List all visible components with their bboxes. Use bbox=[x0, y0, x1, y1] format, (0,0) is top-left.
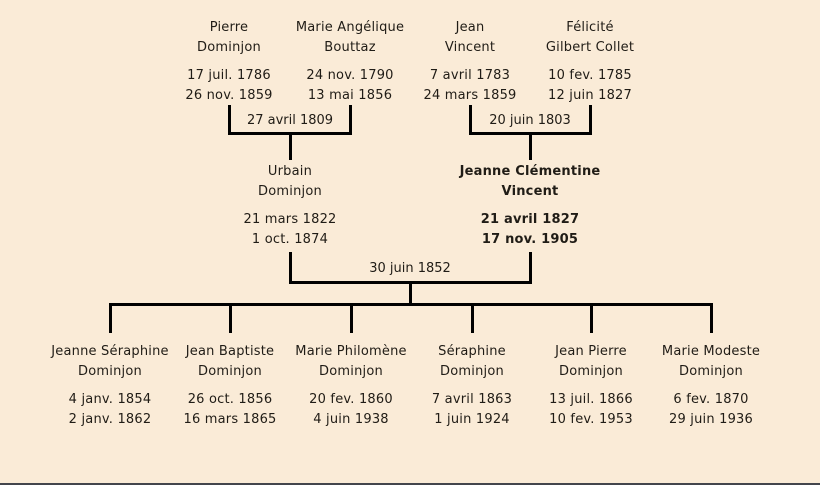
person-given-name: Jean Baptiste bbox=[185, 344, 275, 359]
person-death-date: 17 nov. 1905 bbox=[481, 232, 579, 247]
connector-child-drop-4 bbox=[471, 303, 474, 333]
person-given-name: Jean Pierre bbox=[555, 344, 627, 359]
person-jeanne-clementine-vincent[interactable] bbox=[450, 162, 610, 250]
connector-gen2-descent-line bbox=[409, 284, 412, 305]
connector-gen2-bracket-vertical-husband bbox=[289, 252, 292, 284]
person-surname: Dominjon bbox=[198, 364, 262, 379]
marriage-date-label-gen2: 30 juin 1852 bbox=[369, 261, 451, 276]
person-death-date: 1 oct. 1874 bbox=[251, 232, 329, 247]
person-given-name: Jeanne Séraphine bbox=[51, 344, 169, 359]
person-surname: Dominjon bbox=[319, 364, 383, 379]
person-felicite-gilbert-collet[interactable] bbox=[510, 18, 670, 106]
marriage-date-label-right: 20 juin 1803 bbox=[489, 113, 571, 128]
person-surname: Dominjon bbox=[440, 364, 504, 379]
person-given-name: Jeanne Clémentine bbox=[459, 164, 601, 179]
person-given-name: Jean bbox=[455, 20, 485, 35]
person-death-date: 16 mars 1865 bbox=[183, 412, 277, 427]
person-surname: Dominjon bbox=[258, 184, 322, 199]
connector-child-drop-5 bbox=[590, 303, 593, 333]
person-death-date: 10 fev. 1953 bbox=[549, 412, 633, 427]
person-birth-date: 24 nov. 1790 bbox=[306, 68, 394, 83]
person-surname: Gilbert Collet bbox=[545, 40, 635, 55]
person-given-name: Marie Angélique bbox=[295, 20, 405, 35]
person-death-date: 12 juin 1827 bbox=[548, 88, 632, 103]
person-death-date: 2 janv. 1862 bbox=[68, 412, 152, 427]
person-birth-date: 20 fev. 1860 bbox=[309, 392, 393, 407]
person-given-name: Marie Philomène bbox=[295, 344, 407, 359]
person-death-date: 24 mars 1859 bbox=[423, 88, 517, 103]
person-death-date: 1 juin 1924 bbox=[434, 412, 510, 427]
person-surname: Dominjon bbox=[197, 40, 261, 55]
person-death-date: 4 juin 1938 bbox=[313, 412, 389, 427]
connector-child-drop-1 bbox=[109, 303, 112, 333]
person-birth-date: 17 juil. 1786 bbox=[187, 68, 271, 83]
person-birth-date: 4 janv. 1854 bbox=[68, 392, 152, 407]
connector-child-drop-3 bbox=[350, 303, 353, 333]
person-birth-date: 13 juil. 1866 bbox=[549, 392, 633, 407]
person-given-name: Pierre bbox=[209, 20, 249, 35]
person-marie-modeste-dominjon[interactable] bbox=[631, 342, 791, 430]
connector-right-descent-line bbox=[529, 135, 532, 160]
person-birth-date: 6 fev. 1870 bbox=[673, 392, 749, 407]
person-birth-date: 7 avril 1863 bbox=[431, 392, 513, 407]
person-given-name: Marie Modeste bbox=[661, 344, 761, 359]
person-death-date: 29 juin 1936 bbox=[669, 412, 753, 427]
person-birth-date: 7 avril 1783 bbox=[429, 68, 511, 83]
person-surname: Vincent bbox=[501, 184, 559, 199]
connector-child-drop-6 bbox=[710, 303, 713, 333]
person-surname: Dominjon bbox=[679, 364, 743, 379]
connector-left-descent-line bbox=[289, 135, 292, 160]
person-birth-date: 26 oct. 1856 bbox=[187, 392, 273, 407]
connector-child-drop-2 bbox=[229, 303, 232, 333]
marriage-date-label-left: 27 avril 1809 bbox=[246, 113, 334, 128]
person-given-name: Urbain bbox=[267, 164, 313, 179]
person-surname: Vincent bbox=[444, 40, 496, 55]
connector-sibling-rail bbox=[109, 303, 713, 306]
person-given-name: Séraphine bbox=[438, 344, 506, 359]
person-surname: Dominjon bbox=[78, 364, 142, 379]
person-birth-date: 21 mars 1822 bbox=[243, 212, 337, 227]
person-surname: Bouttaz bbox=[324, 40, 376, 55]
person-birth-date: 21 avril 1827 bbox=[480, 212, 580, 227]
person-birth-date: 10 fev. 1785 bbox=[548, 68, 632, 83]
person-urbain-dominjon[interactable] bbox=[210, 162, 370, 250]
connector-gen2-bracket-vertical-wife bbox=[529, 252, 532, 284]
person-death-date: 13 mai 1856 bbox=[307, 88, 393, 103]
person-given-name: Félicité bbox=[566, 20, 614, 35]
person-death-date: 26 nov. 1859 bbox=[185, 88, 273, 103]
person-surname: Dominjon bbox=[559, 364, 623, 379]
